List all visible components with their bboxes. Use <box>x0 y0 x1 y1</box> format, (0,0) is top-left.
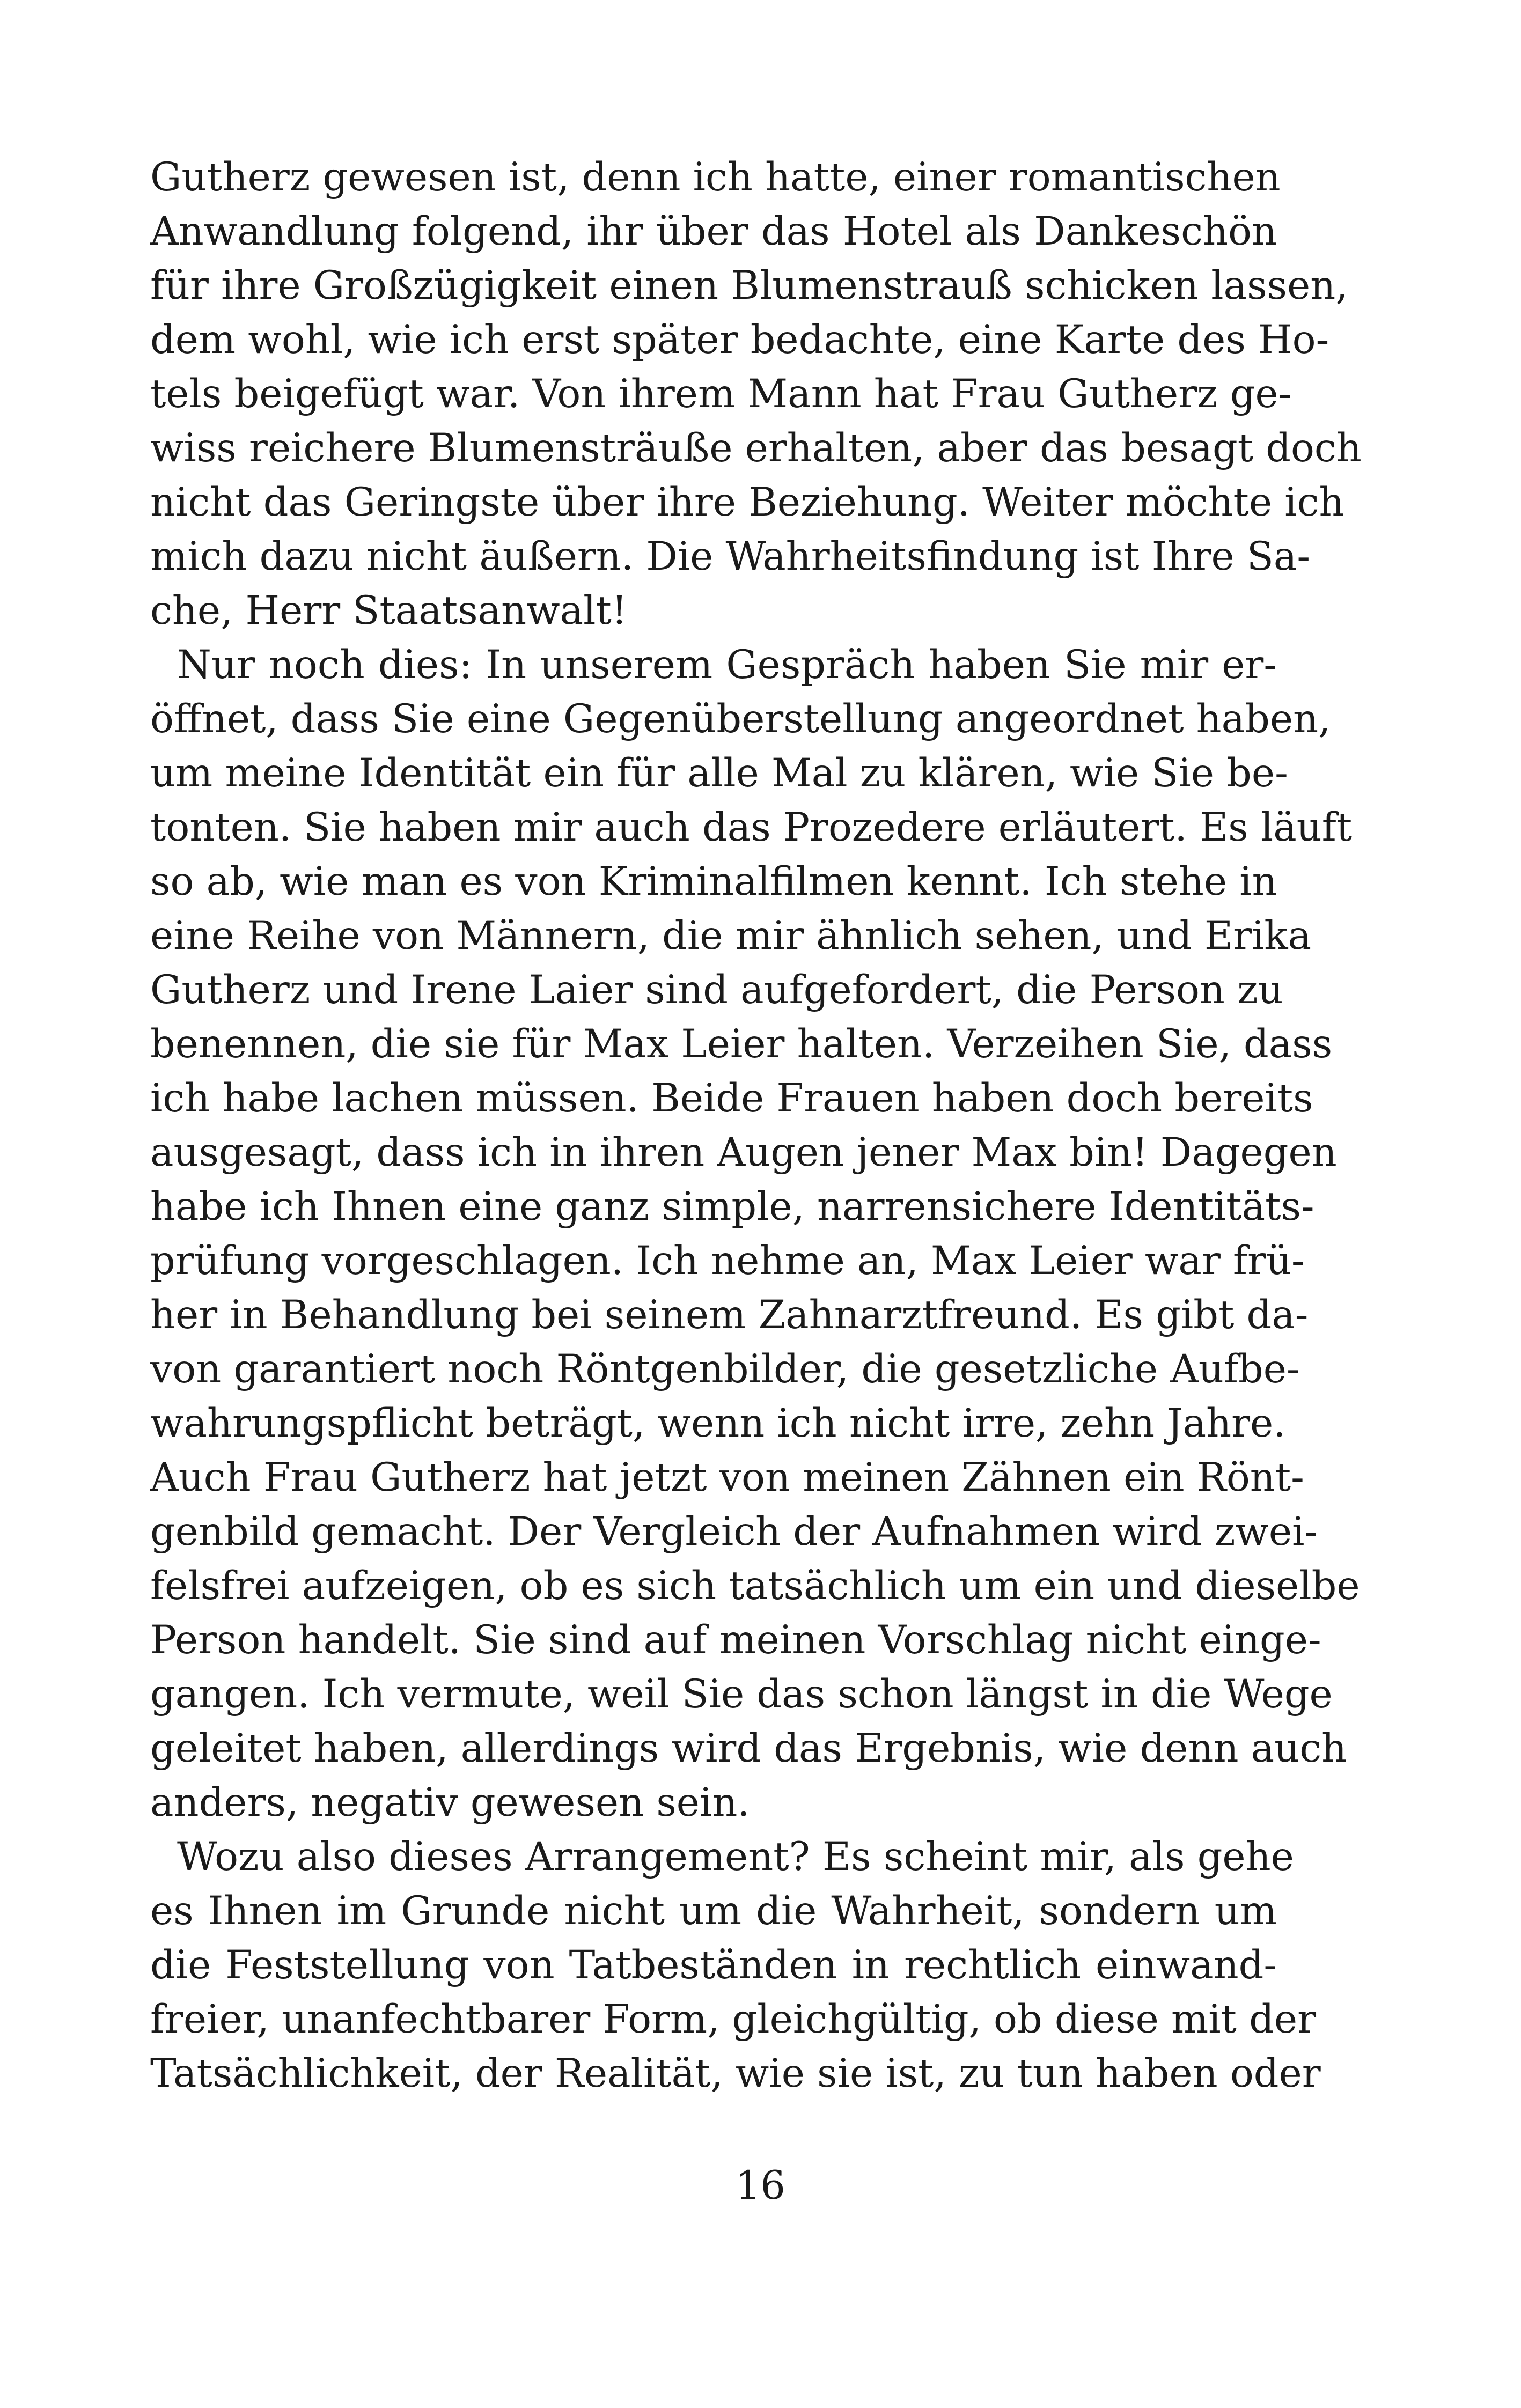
text-line: von garantiert noch Röntgenbilder, die gesetzliche Aufbe- <box>150 1346 1300 1392</box>
text-line: her in Behandlung bei seinem Zahnarztfreund. Es gibt da- <box>150 1292 1309 1338</box>
text-line: prüfung vorgeschlagen. Ich nehme an, Max Leier war frü- <box>150 1238 1305 1284</box>
text-line: tonten. Sie haben mir auch das Prozedere erläutert. Es läuft <box>150 805 1353 850</box>
text-line: es Ihnen im Grunde nicht um die Wahrheit, sondern um <box>150 1888 1277 1934</box>
text-line: wiss reichere Blumensträuße erhalten, aber das besagt doch <box>150 425 1362 471</box>
text-line: mich dazu nicht äußern. Die Wahrheitsfindung ist Ihre Sa- <box>150 534 1311 579</box>
text-line: benennen, die sie für Max Leier halten. Verzeihen Sie, dass <box>150 1021 1333 1067</box>
text-line: Tatsächlichkeit, der Realität, wie sie ist, zu tun haben oder <box>150 2051 1321 2096</box>
text-line: so ab, wie man es von Kriminalfilmen kennt. Ich stehe in <box>150 859 1277 904</box>
text-line: felsfrei aufzeigen, ob es sich tatsächlich um ein und dieselbe <box>150 1563 1360 1609</box>
text-line: Anwandlung folgend, ihr über das Hotel als Dankeschön <box>150 209 1277 254</box>
text-line: wahrungspflicht beträgt, wenn ich nicht irre, zehn Jahre. <box>150 1401 1286 1446</box>
text-line: dem wohl, wie ich erst später bedachte, eine Karte des Ho- <box>150 317 1329 363</box>
text-line: Auch Frau Gutherz hat jetzt von meinen Zähnen ein Rönt- <box>150 1455 1304 1500</box>
page-number: 16 <box>736 2163 785 2208</box>
text-line: Gutherz und Irene Laier sind aufgefordert, die Person zu <box>150 967 1283 1013</box>
text-line-paragraph-end: che, Herr Staatsanwalt! <box>150 588 628 634</box>
text-line: die Feststellung von Tatbeständen in rechtlich einwand- <box>150 1942 1277 1988</box>
text-line: freier, unanfechtbarer Form, gleichgültig, ob diese mit der <box>150 1997 1316 2042</box>
text-line-paragraph-start: Wozu also dieses Arrangement? Es scheint mir, als gehe <box>177 1834 1294 1880</box>
text-line: nicht das Geringste über ihre Beziehung. Weiter möchte ich <box>150 480 1344 525</box>
text-line: öffnet, dass Sie eine Gegenüberstellung angeordnet haben, <box>150 696 1331 742</box>
text-line-paragraph-end: anders, negativ gewesen sein. <box>150 1780 750 1825</box>
text-line: ich habe lachen müssen. Beide Frauen haben doch bereits <box>150 1076 1313 1121</box>
body-text <box>150 150 1362 2101</box>
text-line: gangen. Ich vermute, weil Sie das schon längst in die Wege <box>150 1671 1333 1717</box>
text-line: eine Reihe von Männern, die mir ähnlich sehen, und Erika <box>150 913 1312 959</box>
text-line: ausgesagt, dass ich in ihren Augen jener Max bin! Dagegen <box>150 1130 1337 1175</box>
text-line: für ihre Großzügigkeit einen Blumenstrauß schicken lassen, <box>150 263 1348 308</box>
text-line: Person handelt. Sie sind auf meinen Vorschlag nicht einge- <box>150 1617 1321 1663</box>
text-line-paragraph-start: Nur noch dies: In unserem Gespräch haben Sie mir er- <box>177 642 1277 688</box>
text-line: habe ich Ihnen eine ganz simple, narrensichere Identitäts- <box>150 1184 1314 1229</box>
text-line: tels beigefügt war. Von ihrem Mann hat Frau Gutherz ge- <box>150 371 1292 417</box>
text-line: Gutherz gewesen ist, denn ich hatte, einer romantischen <box>150 154 1281 200</box>
text-line: genbild gemacht. Der Vergleich der Aufnahmen wird zwei- <box>150 1509 1318 1555</box>
text-line: um meine Identität ein für alle Mal zu klären, wie Sie be- <box>150 750 1288 796</box>
text-line: geleitet haben, allerdings wird das Ergebnis, wie denn auch <box>150 1726 1347 1771</box>
